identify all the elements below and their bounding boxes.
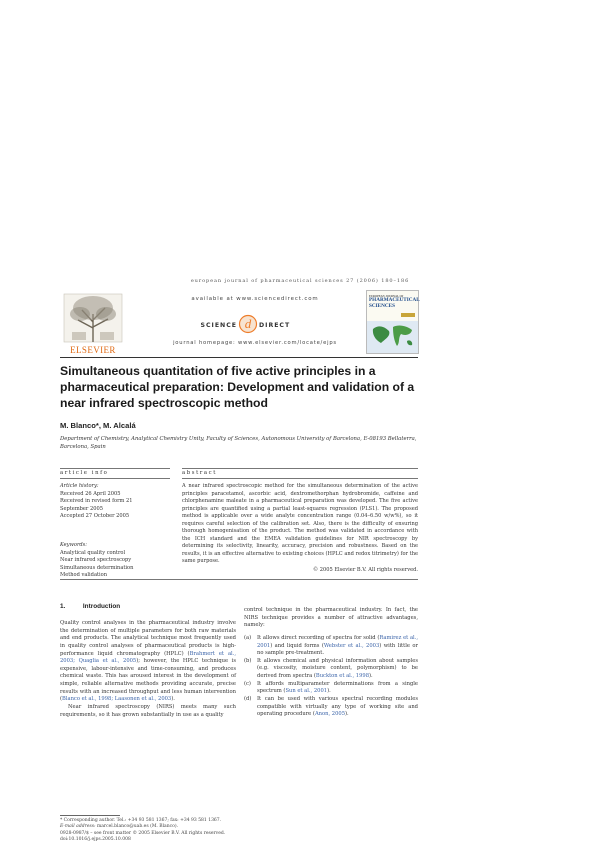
journal-header: european journal of pharmaceutical sciences 27 (2006) 180–186 [190,278,410,284]
abstract-rule [182,468,418,469]
advantage-item: (c) It affords multiparameter determinations from a single spectrum (Sun et al., 2001). [244,680,418,695]
section-heading-introduction [60,603,120,610]
intro-right-paragraph: control technique in the pharmaceutical industry. In fact, the NIRS technique provides a number of attractive advantages, namely: [244,607,418,629]
article-info-rule-bottom [60,478,170,479]
section-title: Introduction [82,603,121,610]
history-label: Article history: [60,483,99,489]
citation-link[interactable]: Sun et al., 2001 [285,688,328,695]
abstract-copyright: © 2005 Elsevier B.V. All rights reserved. [313,567,418,573]
article-info-rule [60,468,170,469]
sciencedirect-left: SCIENCE [200,322,237,329]
issn-note: 0928-0987/$ – see front matter © 2005 Elsevier B.V. All rights reserved. [60,830,226,836]
abstract-text: A near infrared spectroscopic method for the simultaneous determination of the active principles paracetamol, ascorbic acid, dextromethorphan hydrobromide, caffeine and chlorphenamine maleate in a pharmaceutical preparation was developed. The five active principles are quantified using a partial least-squares regression (PLS1). The proposed method is applicable over a wide analyte concentration range (0.04–6.50 w/w%), so it requires careful selection of the calibration set. Also, there is the difficulty of ensuring thorough homogenisation of the product. The method was validated in accordance with the ICH standard and the EMEA validation guidelines for NIR spectroscopy by determining its selectivity, linearity, accuracy, precision and robustness. Based on the results, it is an effective alternative to existing choices (HPLC and redox titrimetry) for the same purpose. [182,483,418,565]
sciencedirect-logo-icon [200,313,315,335]
header-rule [60,357,418,358]
citation-link[interactable]: Brahmert et al., 2003; Quaglia et al., 2005 [60,650,236,665]
journal-cover [366,290,419,354]
abstract-header: abstract [182,470,217,476]
history-line: Accepted 27 October 2005 [60,513,130,520]
keyword: Near infrared spectroscopy [60,557,132,564]
article-authors: M. Blanco*, M. Alcalá [60,421,136,430]
article-info-header: article info [60,470,109,476]
article-title: Simultaneous quantitation of five active principles in a pharmaceutical preparation: Development and validation of a near infrared spectroscopic method [60,364,415,410]
section-rule [60,579,418,580]
journal-homepage-link[interactable]: journal homepage: www.elsevier.com/locate/ejps [173,340,337,346]
elsevier-wordmark: ELSEVIER [70,345,116,355]
citation-link[interactable]: Ramirez et al., 2001 [257,634,418,649]
author-affiliation: Department of Chemistry, Analytical Chemistry Unity, Faculty of Sciences, Autonomous University of Barcelona, E-08193 Bellaterra, Barcelona, Spain [60,436,417,450]
email-note: E-mail address: marcel.blanco@uab.es (M. Blanco). [60,824,179,830]
keyword: Simultaneous determination [60,564,134,571]
footnote-rule [60,815,120,816]
citation-link[interactable]: Webster et al., 2003 [323,642,380,649]
keyword: Analytical quality control [60,549,126,556]
history-line: Received in revised form 21 [60,498,133,505]
right-column [244,607,418,719]
corresponding-author-note: * Corresponding author. Tel.: +34 93 581 1367; fax: +34 93 581 1367. [60,818,222,823]
cover-title-line3: SCIENCES [369,302,395,309]
advantage-item: (b) It allows chemical and physical information about samples (e.g. viscosity, moisture content, polymorphism) to be derived from spectra (Buckton et al., 1998). [244,657,418,679]
abstract-rule-bottom [182,478,418,479]
footnotes [60,818,360,844]
advantage-item: (d) It can be used with various spectral recording modules compatible with virtually any type of working site and operating procedure (Anon, 2005). [244,695,418,718]
citation-link[interactable]: Buckton et al., 1998 [315,673,369,679]
cover-title-line2: PHARMACEUTICAL [369,297,420,304]
cover-title-line1: EUROPEAN JOURNAL OF [369,295,404,298]
history-line: September 2005 [60,505,103,512]
advantage-item: (a) It allows direct recording of spectra for solid (Ramirez et al., 2001) and liquid forms (Webster et al., 2003) with little or no sample pre-treatment. [244,634,418,657]
author-email-link[interactable]: marcel.blanco@uab.es (M. Blanco). [96,824,179,830]
sciencedirect-symbol: d [244,316,252,331]
citation-link[interactable]: Anon, 2005 [314,711,345,718]
intro-paragraph-2: Near infrared spectroscopy (NIRS) meets many such requirements, so it has grown substantially in use as a quality [60,703,236,718]
article-history [60,483,170,521]
section-number: 1. [60,603,66,610]
citation-link[interactable]: Blanco et al., 1998; Laasonen et al., 2003 [62,696,172,703]
keywords-label: Keywords: [60,542,88,548]
keywords [60,542,170,580]
available-at-text: available at www.sciencedirect.com [191,296,319,302]
left-column [60,620,236,719]
history-line: Received 26 April 2005 [60,490,121,497]
sciencedirect-right: DIRECT [259,322,291,329]
cover-world-map-icon [367,291,418,353]
doi-note[interactable]: doi:10.1016/j.ejps.2005.10.008 [60,837,131,843]
keyword: Method validation [60,572,107,579]
intro-paragraph-1: Quality control analyses in the pharmaceutical industry involve the determination of multiple parameters for both raw materials and end products. The analytical technique most frequently used in quality control analyses of pharmaceutical products is high-performance liquid chromatography (HPLC) (Brahmert et al., 2003; Quaglia et al., 2005); however, the HPLC technique is expensive, labour-intensive and time-consuming, and produces chemical waste. This has aroused interest in the development of simple, reliable alternative methods providing accurate, precise results with an increased throughput and less human intervention (Blanco et al., 1998; Laasonen et al., 2003). [60,620,236,703]
